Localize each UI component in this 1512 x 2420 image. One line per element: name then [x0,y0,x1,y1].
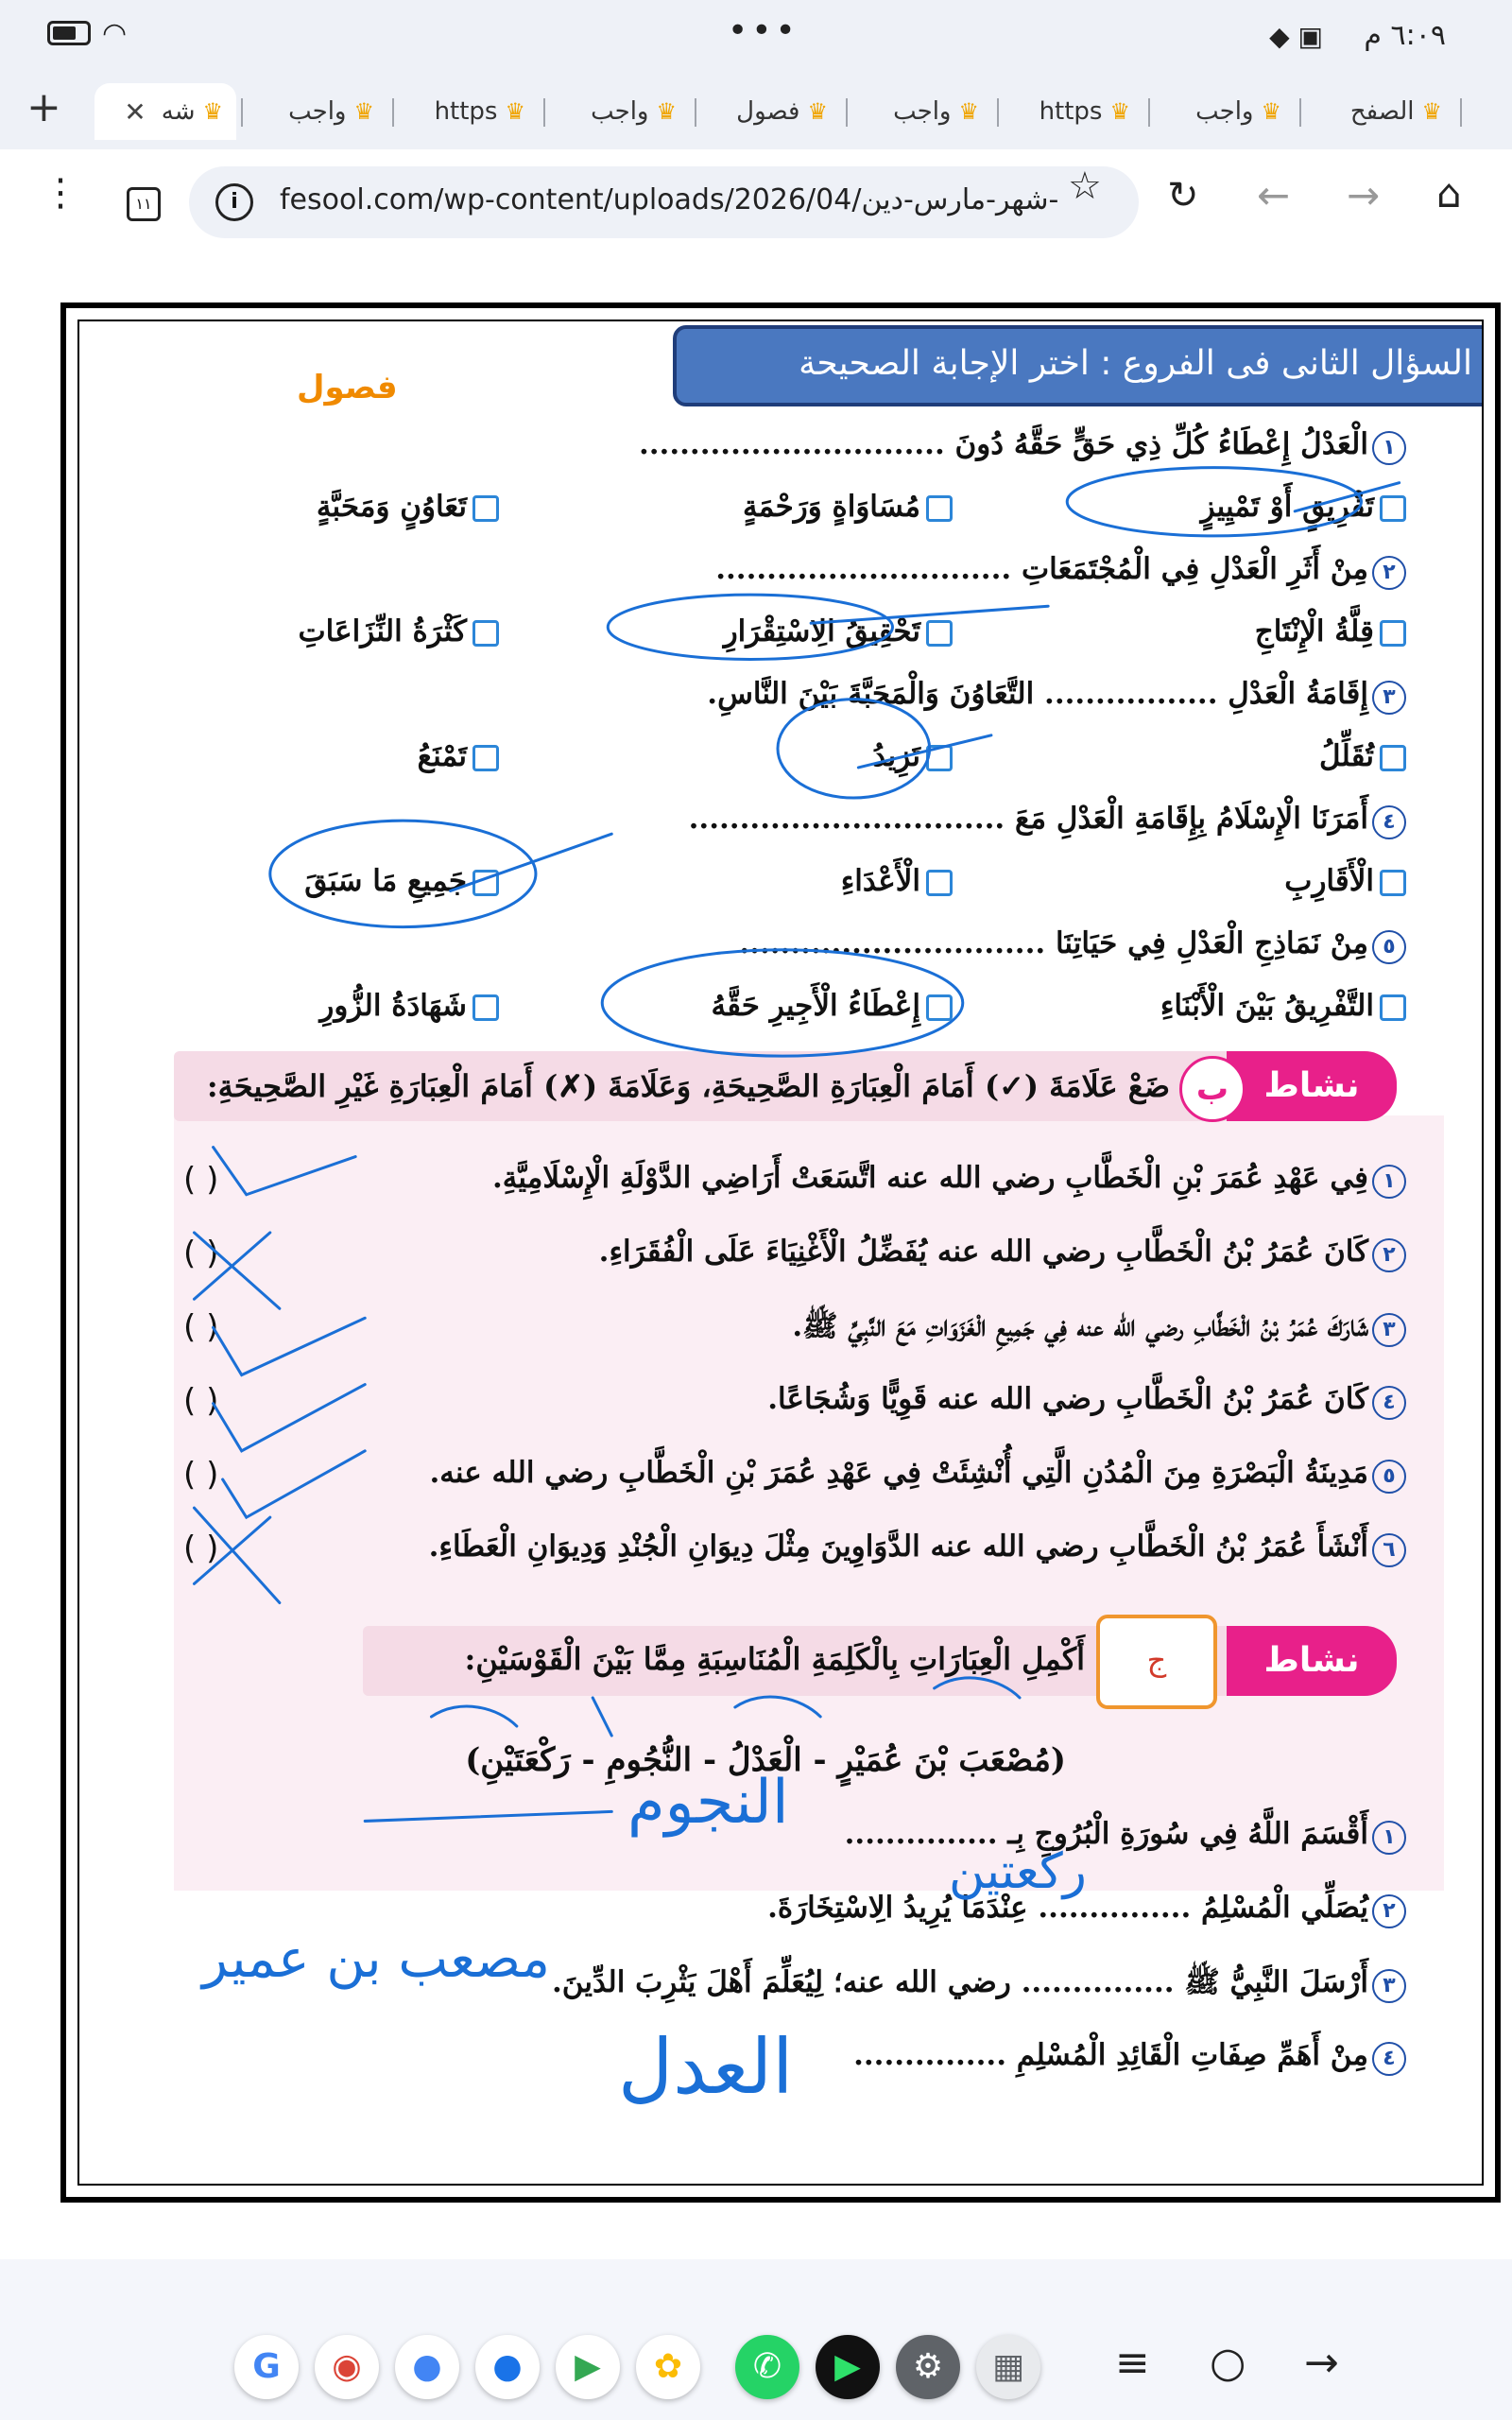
tab-label: واجب [288,97,347,126]
site-info-icon[interactable]: i [215,183,253,221]
mcq-option[interactable]: تَفْرِيقٍ أَوْ تَمْيِيزٍ [1201,490,1406,524]
favicon-icon: ♛ [1261,98,1281,125]
home-icon[interactable]: ⌂ [1436,170,1462,216]
mcq-question: ٥مِنْ نَمَاذِجِ الْعَدْلِ فِي حَيَاتِنَا .............................. [739,926,1406,964]
back-arrow-icon[interactable]: ← [1257,172,1291,218]
favicon-icon: ♛ [505,98,525,125]
favicon-icon: ♛ [1421,98,1442,125]
browser-toolbar [0,149,1512,256]
taskbar [0,2259,1512,2420]
tab-label: واجب [1195,97,1254,126]
handwritten-answer: مصعب بن عمير [202,1928,550,1990]
tf-statement: ٤كَانَ عُمَرُ بْنُ الْخَطَّابِ رضي الله عنه قَوِيًّا وَشُجَاعًا. [767,1382,1406,1420]
fill-blank-item: ٣أَرْسَلَ النَّبِيُّ ﷺ ............... رضي الله عنه؛ لِيُعَلِّمَ أَهْلَ يَثْرِبَ الدِّينَ. [552,1964,1406,2007]
pdf-viewer[interactable] [0,255,1512,2259]
mcq-question: ١الْعَدْلُ إِعْطَاءُ كُلِّ ذِي حَقٍّ حَقَّهُ دُونَ .............................. [639,427,1406,465]
activity-j-letter: ج [1096,1615,1217,1709]
fill-blank-item: ٤مِنْ أَهَمِّ صِفَاتِ الْقَائِدِ الْمُسْلِمِ ............... [853,2038,1406,2076]
mcq-option[interactable]: تَعَاوُنٍ وَمَحَبَّةٍ [317,490,499,524]
mcq-option[interactable]: تَحْقِيقُ الِاسْتِقْرَارِ [724,614,953,648]
tab[interactable] [860,83,992,140]
mcq-option[interactable]: مُسَاوَاةٍ وَرَحْمَةٍ [743,490,953,524]
menu-icon[interactable]: ⋮ [42,171,79,215]
tf-statement: ٣شَارَكَ عُمَرُ بْنُ الْخَطَّابِ رضي الله عنه فِي جَمِيعِ الْغَزَوَاتِ مَعَ النَّبِيِّ ﷺ. [792,1308,1406,1351]
mcq-option[interactable]: قِلَّةُ الْإِنْتَاجِ [1255,614,1406,648]
tab-label: https [1039,97,1103,126]
mcq-option[interactable]: كَثْرَةُ النِّزَاعَاتِ [298,614,499,648]
activity-b-letter: ب [1179,1056,1246,1122]
forward-arrow-icon[interactable]: → [1347,172,1381,218]
app-drawer-icon[interactable]: ▦ [976,2335,1040,2399]
clock: ٦:٠٩ م [1364,19,1446,52]
photos-icon[interactable]: ✿ [636,2335,700,2399]
bookmark-star-icon[interactable]: ☆ [1068,164,1102,208]
recents-icon[interactable]: ≡ [1115,2339,1150,2387]
overflow-dots: ••• [728,11,799,50]
tab[interactable] [558,83,690,140]
mcq-option[interactable]: تَزِيدُ [872,739,953,773]
tab-label: فصول [736,97,800,126]
tf-answer-slot: ( ) [183,1530,219,1567]
messages-icon[interactable]: ● [475,2335,540,2399]
tf-statement: ٥مَدِينَةُ الْبَصْرَةِ مِنَ الْمُدُنِ الَّتِي أُنْشِئَتْ فِي عَهْدِ عُمَرَ بْنِ الْخَطَّابِ رضي الله عنه. [429,1456,1406,1494]
tab-label: الصفح [1349,97,1415,126]
page-deco-text: فصول [297,369,398,406]
tab-strip [0,74,1512,149]
status-bar [0,0,1512,74]
app-icon[interactable]: ▶ [816,2335,880,2399]
favicon-icon: ♛ [1109,98,1130,125]
tf-statement: ٢كَانَ عُمَرُ بْنُ الْخَطَّابِ رضي الله عنه يُفَضِّلُ الْأَغْنِيَاءَ عَلَى الْفُقَرَاءِ. [599,1235,1406,1272]
tab-label: واجب [591,97,649,126]
favicon-icon: ♛ [807,98,828,125]
mcq-option[interactable]: تُقَلِّلُ [1319,739,1406,773]
handwritten-answer: ركعتين [949,1843,1087,1900]
tf-answer-slot: ( ) [183,1382,219,1420]
tf-statement: ١فِي عَهْدِ عُمَرَ بْنِ الْخَطَّابِ رضي الله عنه اتَّسَعَتْ أَرَاضِي الدَّوْلَةِ الْإِسْلَامِيَّةِ. [492,1161,1406,1199]
whatsapp-icon[interactable]: ✆ [735,2335,799,2399]
tab-label: https [434,97,498,126]
tab[interactable] [1011,83,1143,140]
activity-j-badge: نشاط [1227,1626,1397,1696]
activity-b-title: ضَعْ عَلَامَةَ (✓) أَمَامَ الْعِبَارَةِ الصَّحِيحَةِ، وَعَلَامَةَ (✗) أَمَامَ الْعِبَارَةِ غَيْرِ الصَّحِيحَةِ: [206,1068,1170,1104]
mcq-option[interactable]: التَّفْرِيقُ بَيْنَ الْأَبْنَاءِ [1160,989,1406,1023]
home-nav-icon[interactable]: ○ [1210,2339,1246,2387]
activity-j-title: أَكْمِلِ الْعِبَارَاتِ بِالْكَلِمَةِ الْمُنَاسِبَةِ مِمَّا بَيْنَ الْقَوْسَيْنِ: [464,1641,1085,1677]
tab[interactable] [1162,83,1295,140]
tab-label: شه [161,97,196,126]
favicon-icon: ♛ [656,98,677,125]
tab[interactable] [709,83,841,140]
tab-label: واجب [893,97,952,126]
google-icon[interactable]: G [234,2335,299,2399]
new-tab-button[interactable]: + [26,83,61,131]
url-text[interactable]: fesool.com/wp-content/uploads/2026/04/شهر-مارس-دين- [280,183,1059,216]
activity-b-badge: نشاط [1227,1051,1397,1121]
handwritten-answer: النجوم [627,1768,789,1838]
mcq-option[interactable]: شَهَادَةُ الزُّورِ [319,989,499,1023]
tab[interactable] [255,83,387,140]
tf-answer-slot: ( ) [183,1308,219,1346]
assistant-icon[interactable]: ● [395,2335,459,2399]
mcq-question: ٣إِقَامَةُ الْعَدْلِ ................. التَّعَاوُنَ وَالْمَحَبَّةَ بَيْنَ النَّاسِ. [707,677,1406,715]
chrome-icon[interactable]: ◉ [315,2335,379,2399]
mcq-question: ٤أَمَرَنَا الْإِسْلَامُ بِإِقَامَةِ الْعَدْلِ مَعَ ............................... [689,802,1406,839]
close-icon[interactable]: ✕ [124,95,146,128]
mcq-option[interactable]: الْأَعْدَاءِ [841,864,953,898]
favicon-icon: ♛ [353,98,374,125]
mcq-option[interactable]: تَمْنَعُ [418,739,499,773]
fill-blank-item: ٢يُصَلِّي الْمُسْلِمُ ............... عِنْدَمَا يُرِيدُ الِاسْتِخَارَةَ. [767,1891,1406,1928]
mcq-option[interactable]: الْأَقَارِبِ [1284,864,1406,898]
handwritten-answer: العدل [618,2023,794,2111]
favicon-icon: ♛ [202,98,223,125]
settings-icon[interactable]: ⚙ [896,2335,960,2399]
tab[interactable] [1314,83,1455,140]
tab-switcher-button[interactable]: ١١ [127,187,161,221]
tab-active[interactable] [94,83,236,140]
tf-answer-slot: ( ) [183,1235,219,1272]
mcq-option[interactable]: جَمِيعِ مَا سَبَقَ [304,864,499,898]
worksheet-page [60,302,1501,2203]
address-bar[interactable] [189,166,1139,238]
mcq-question: ٢مِنْ أَثَرِ الْعَدْلِ فِي الْمُجْتَمَعَاتِ ............................. [715,552,1406,590]
tf-answer-slot: ( ) [183,1456,219,1494]
favicon-icon: ♛ [958,98,979,125]
fill-blank-item: ١أَقْسَمَ اللَّهُ فِي سُورَةِ الْبُرُوجِ بِـ ............... [845,1817,1406,1855]
reload-icon[interactable]: ↻ [1167,174,1199,217]
wifi-icon: ◠ [102,17,128,50]
mcq-option[interactable]: إِعْطَاءُ الْأَجِيرِ حَقَّهُ [711,989,953,1023]
notification-icons: ◆ ▣ [1269,21,1323,52]
battery-icon [47,21,91,45]
word-bank: (مُصْعَبَ بْنَ عُمَيْرٍ - الْعَدْلُ - النُّجُومِ - رَكْعَتَيْنِ) [465,1741,1066,1779]
tf-statement: ٦أَنْشَأَ عُمَرُ بْنُ الْخَطَّابِ رضي الله عنه الدَّوَاوِينَ مِثْلَ دِيوَانِ الْجُنْدِ وَدِيوَانِ الْعَطَاءِ. [429,1530,1406,1567]
question-header: السؤال الثانى فى الفروع : اختر الإجابة الصحيحة [673,325,1484,406]
tf-answer-slot: ( ) [183,1161,219,1199]
back-nav-icon[interactable]: → [1304,2339,1339,2387]
play-store-icon[interactable]: ▶ [556,2335,620,2399]
tab[interactable] [406,83,539,140]
